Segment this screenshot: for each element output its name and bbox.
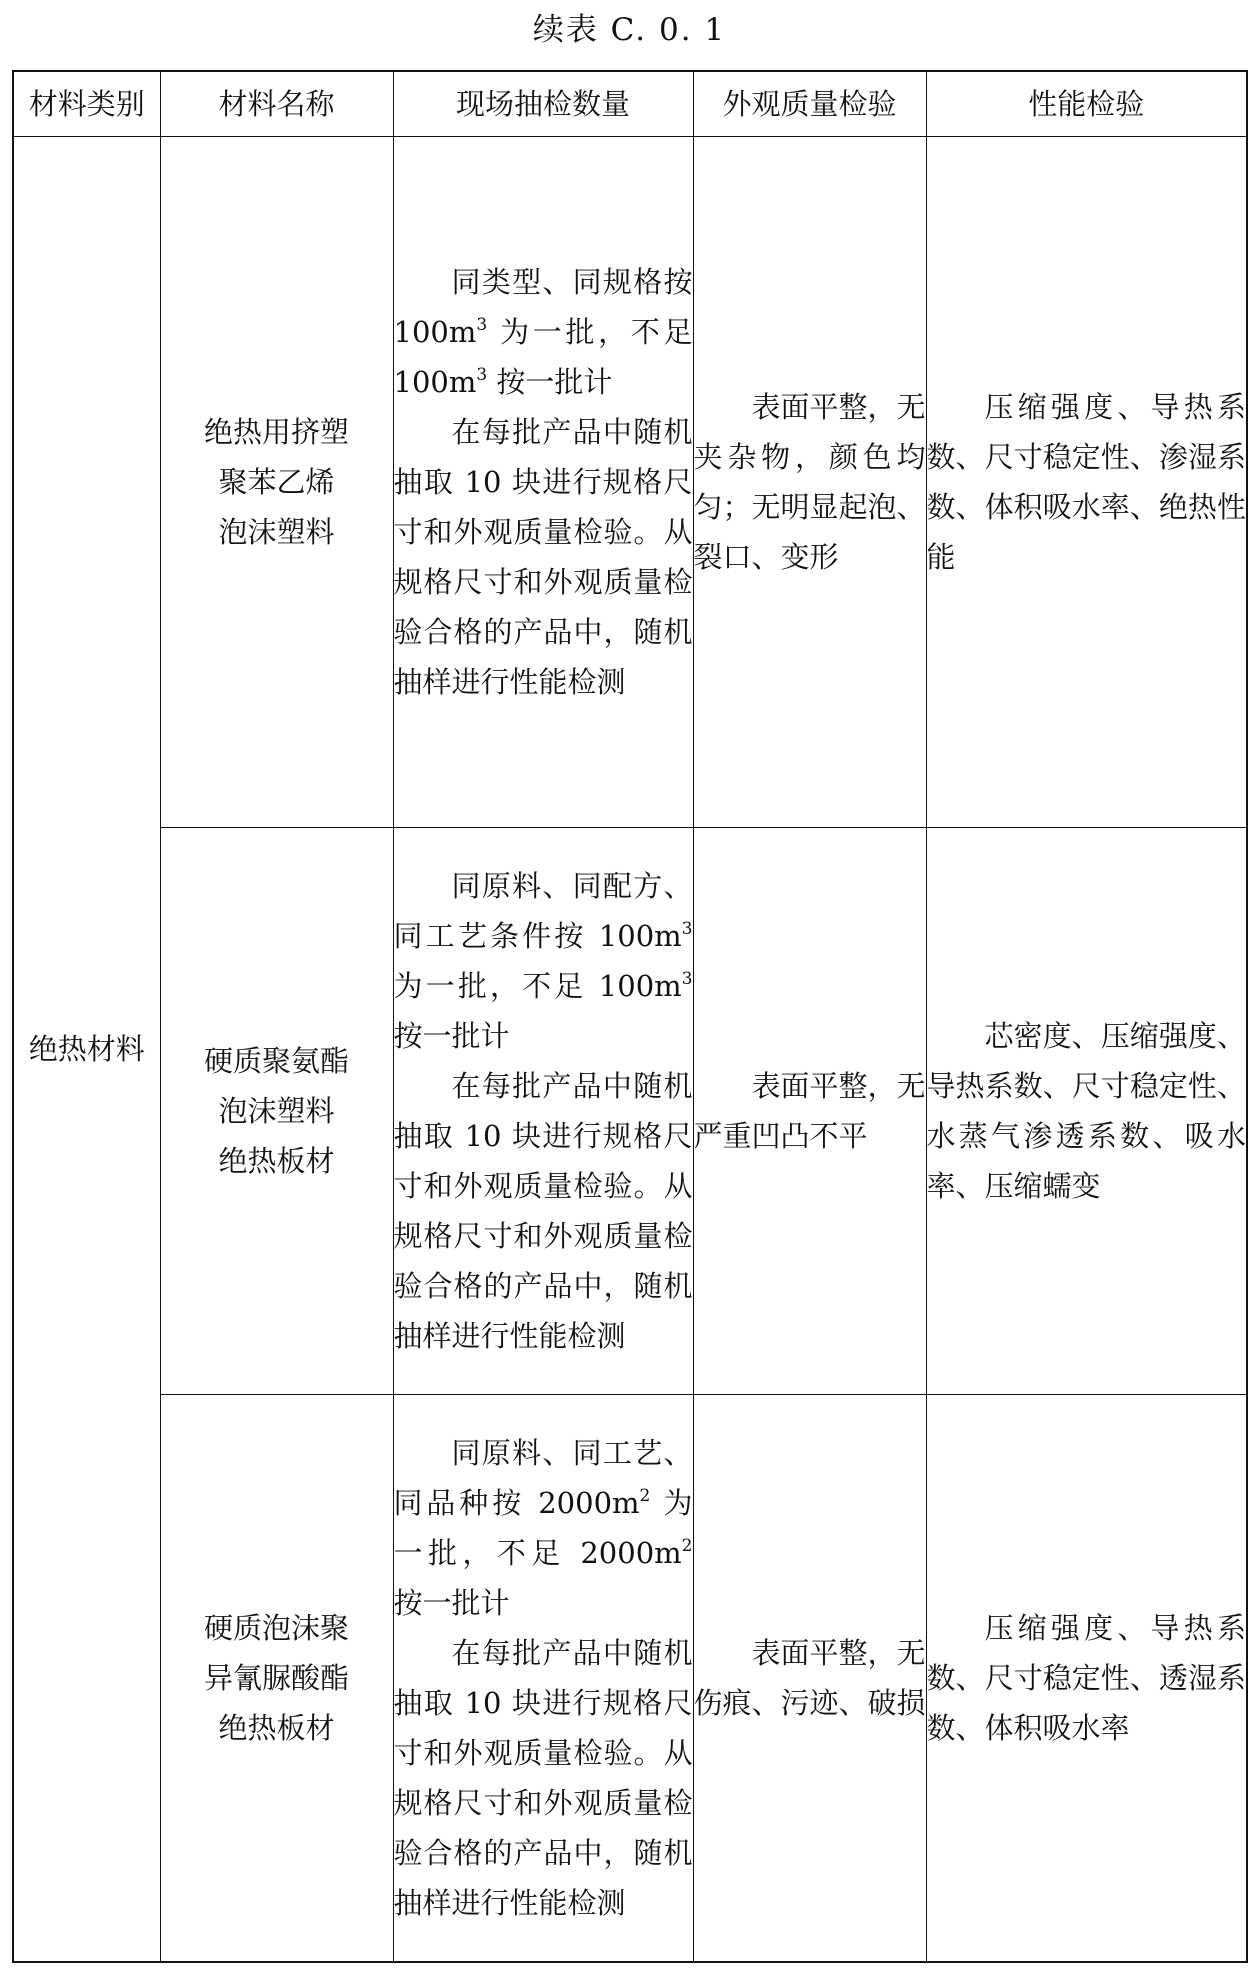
header-quantity: 现场抽检数量 — [393, 71, 693, 137]
material-name-line: 异氰脲酸酯 — [203, 1660, 349, 1695]
material-name-line: 硬质聚氨酯 — [203, 1043, 349, 1078]
appearance-cell: 表面平整，无夹杂物，颜色均匀；无明显起泡、裂口、变形 — [693, 137, 926, 828]
performance-cell: 芯密度、压缩强度、导热系数、尺寸稳定性、水蒸气渗透系数、吸水率、压缩蠕变 — [926, 827, 1247, 1394]
table-caption: 续表 C. 0. 1 — [532, 12, 727, 48]
quantity-batch-rule: 同类型、同规格按 $100m^3$ 为一批，不足 $100m^3$ 按一批计 — [393, 264, 693, 399]
material-name-line: 泡沫塑料 — [218, 1093, 335, 1128]
material-name-cell — [160, 1394, 393, 1962]
table-row — [13, 827, 1247, 1394]
quantity-sampling-rule: 在每批产品中随机抽取 10 块进行规格尺寸和外观质量检验。从规格尺寸和外观质量检验合格的产品中，随机抽样进行性能检测 — [393, 414, 693, 699]
performance-cell: 压缩强度、导热系数、尺寸稳定性、渗湿系数、体积吸水率、绝热性能 — [926, 137, 1247, 828]
quantity-cell — [393, 1394, 693, 1962]
table-row — [13, 1394, 1247, 1962]
performance-cell: 压缩强度、导热系数、尺寸稳定性、透湿系数、体积吸水率 — [926, 1394, 1247, 1962]
quantity-sampling-rule: 在每批产品中随机抽取 10 块进行规格尺寸和外观质量检验。从规格尺寸和外观质量检验合格的产品中，随机抽样进行性能检测 — [393, 1068, 693, 1353]
header-category: 材料类别 — [13, 71, 160, 137]
material-name-line: 绝热板材 — [218, 1143, 335, 1178]
material-name-line: 泡沫塑料 — [218, 514, 335, 549]
material-name-cell — [160, 827, 393, 1394]
material-name-line: 硬质泡沫聚 — [203, 1610, 349, 1645]
material-name-cell — [160, 137, 393, 828]
material-name-line: 绝热板材 — [218, 1710, 335, 1745]
quantity-sampling-rule: 在每批产品中随机抽取 10 块进行规格尺寸和外观质量检验。从规格尺寸和外观质量检验合格的产品中，随机抽样进行性能检测 — [393, 1635, 693, 1920]
header-row — [13, 71, 1247, 137]
material-name-line: 聚苯乙烯 — [218, 464, 335, 499]
header-name: 材料名称 — [160, 71, 393, 137]
quantity-batch-rule: 同原料、同工艺、同品种按 $2000m^2$ 为一批，不足 $2000m^2$ 按一批计 — [393, 1435, 693, 1620]
category-cell: 绝热材料 — [13, 137, 160, 1963]
header-performance: 性能检验 — [926, 71, 1247, 137]
header-appearance: 外观质量检验 — [693, 71, 926, 137]
appearance-cell: 表面平整，无严重凹凸不平 — [693, 827, 926, 1394]
table-row — [13, 137, 1247, 828]
material-name-line: 绝热用挤塑 — [203, 414, 349, 449]
quantity-cell — [393, 137, 693, 828]
quantity-cell — [393, 827, 693, 1394]
appearance-cell: 表面平整，无伤痕、污迹、破损 — [693, 1394, 926, 1962]
material-inspection-table — [12, 70, 1248, 1963]
quantity-batch-rule: 同原料、同配方、同工艺条件按 $100m^3$ 为一批，不足 $100m^3$ 按一批计 — [393, 868, 693, 1053]
